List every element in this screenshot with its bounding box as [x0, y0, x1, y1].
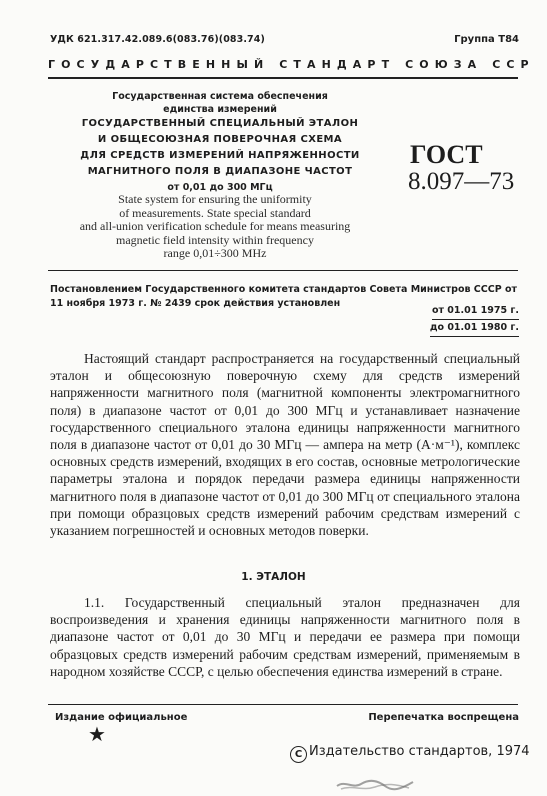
system-line-2: единства измерений: [163, 104, 277, 115]
section-heading: 1. ЭТАЛОН: [241, 571, 306, 583]
title-line-2: И ОБЩЕСОЮЗНАЯ ПОВЕРОЧНАЯ СХЕМА: [97, 134, 343, 145]
english-line-5: range 0,01÷300 MHz: [163, 246, 267, 260]
valid-from: от 01.01 1975 г.: [432, 303, 519, 320]
section-text: 1.1. Государственный специальный эталон предназначен для воспроизведения и хранения единицы напряженности магнитного поля в диапазоне частот от 0,01 до 30 МГц и передачи ее размера при помощи образцовых средств измерений рабочим средствам измерений, применяемым в народном хозяйстве СССР, с целью обеспечения единства измерений в стране.: [50, 595, 520, 679]
official-edition: Издание официальное: [55, 712, 188, 723]
gost-label: ГОСТ: [410, 140, 483, 169]
system-line-1: Государственная система обеспечения: [112, 91, 328, 102]
english-title: [60, 193, 370, 261]
group-code: Группа Т84: [454, 34, 519, 45]
valid-to: до 01.01 1980 г.: [430, 320, 519, 337]
title-line-1: ГОСУДАРСТВЕННЫЙ СПЕЦИАЛЬНЫЙ ЭТАЛОН: [81, 118, 359, 129]
validity-dates: [430, 303, 519, 337]
decree-rule: [48, 270, 518, 271]
intro-paragraph: [50, 350, 520, 539]
reprint-prohibited: Перепечатка воспрещена: [368, 712, 519, 723]
english-line-3: and all-union verification schedule for means measuring: [79, 219, 351, 233]
intro-text: Настоящий стандарт распространяется на государственный специальный эталон и общесоюзную поверочную схему для средств измерений напряженности магнитного поля (магнитной компоненты электромагнитного поля) в диапазоне частот от 0,01 до 300 МГц и устанавливает назначение государственного специального эталона единицы напряженности магнитного поля в диапазоне частот от 0,01 до 30 МГц — ампера на метр (А·м⁻¹), комплекс основных средств измерений, входящих в его состав, основные метрологические параметры эталона и порядок передачи размера единицы напряженности магнитного поля в диапазоне частот от 0,01 до 300 МГц от специального эталона при помощи образцовых средств измерений рабочим средствам измерений с указанием погрешностей и основных методов поверки.: [50, 351, 520, 539]
english-line-1: State system for ensuring the uniformity: [118, 192, 312, 206]
copyright-icon: C: [290, 746, 307, 763]
footer-rule: [48, 704, 518, 705]
title-range: от 0,01 до 300 МГц: [167, 182, 273, 193]
standard-banner: ГОСУДАРСТВЕННЫЙ СТАНДАРТ СОЮЗА ССР: [48, 58, 535, 71]
title-block: [70, 90, 370, 196]
english-line-4: magnetic field intensity within frequency: [116, 232, 314, 247]
header-rule: [48, 77, 518, 79]
star-icon: ★: [88, 724, 106, 746]
publisher-name: Издательство стандартов, 1974: [309, 744, 530, 759]
decree-text: Постановлением Государственного комитета стандартов Совета Министров СССР от 11 ноября 1973 г. № 2439 срок действия установлен: [50, 284, 518, 309]
section-paragraph: [50, 594, 520, 680]
english-line-2: of measurements. State special standard: [119, 205, 311, 220]
title-line-3: ДЛЯ СРЕДСТВ ИЗМЕРЕНИЙ НАПРЯЖЕННОСТИ: [80, 150, 360, 161]
ink-stamp-icon: [335, 776, 415, 792]
gost-number: 8.097—73: [408, 168, 515, 195]
title-line-4: МАГНИТНОГО ПОЛЯ В ДИАПАЗОНЕ ЧАСТОТ: [87, 166, 353, 177]
publisher-line: [290, 744, 530, 763]
udc-code: УДК 621.317.42.089.6(083.76)(083.74): [50, 34, 265, 45]
